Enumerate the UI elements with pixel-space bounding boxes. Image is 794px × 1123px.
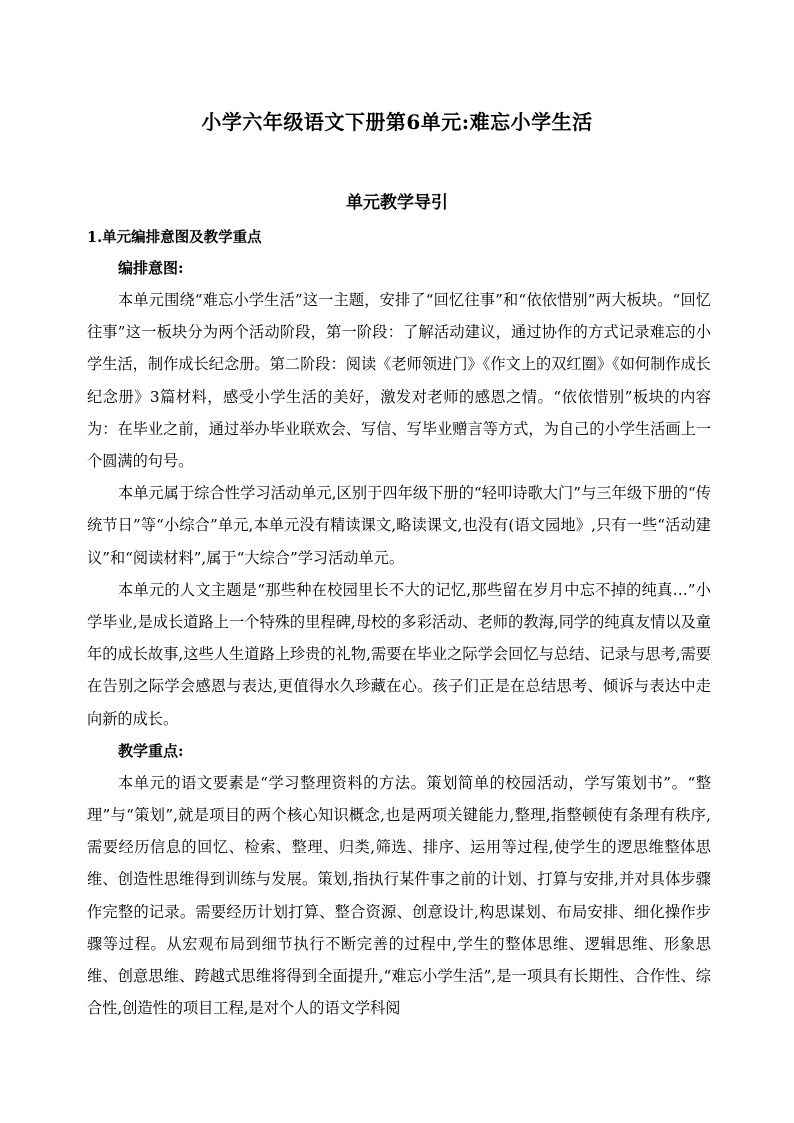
- paragraph-intent-2: 本单元属于综合性学习活动单元,区别于四年级下册的“轻叩诗歌大门”与三年级下册的“传统节日”等“小综合”单元,本单元没有精读课文,略读课文,也没有(语文园地》,只有一些“活动建议”和“阅读材料”,属于“大综合”学习活动单元。: [87, 484, 711, 567]
- subheading-intent: 编排意图:: [118, 259, 184, 277]
- paragraph-intent-1: 本单元围绕“难忘小学生活”这一主题，安排了“回忆往事”和“依依惜别”两大板块。“回忆往事”这一板块分为两个活动阶段，第一阶段：了解活动建议，通过协作的方式记录难忘的小学生活，制作成长纪念册。第二阶段：阅读《老师领进门》《作文上的双红圈》《如何制作成长纪念册》3篇材料，感受小学生活的美好，激发对老师的感恩之情。“依依惜别”板块的内容为：在毕业之前，通过举办毕业联欢会、写信、写毕业赠言等方式，为自己的小学生活画上一个圆满的句号。: [87, 291, 711, 471]
- document-body: [87, 226, 711, 1024]
- document-title: 小学六年级语文下册第6单元:难忘小学生活: [201, 110, 593, 134]
- heading-unit-intent: 1.单元编排意图及教学重点: [87, 229, 262, 246]
- paragraph-intent-3: 本单元的人文主题是“那些种在校园里长不大的记忆,那些留在岁月中忘不掉的纯真…”小学毕业,是成长道路上一个特殊的里程碑,母校的多彩活动、老师的教海,同学的纯真友情以及童年的成长故事,这些人生道路上珍贵的礼物,需要在毕业之际学会回忆与总结、记录与思考,需要在告别之际学会感恩与表达,更值得水久珍藏在心。孩子们正是在总结思考、倾诉与表达中走向新的成长。: [87, 580, 711, 728]
- paragraph-focus-1: 本单元的语文要素是“学习整理资料的方法。策划简单的校园活动，学写策划书”。“整理”与“策划”,就是项目的两个核心知识概念,也是两项关键能力,整理,指整顿使有条理有秩序,需要经历信息的回忆、检索、整理、归类,筛选、排序、运用等过程,使学生的逻思维整体思维、创造性思维得到训练与发展。策划,指执行某件事之前的计划、打算与安排,并对具体步骤作完整的记录。需要经历计划打算、整合资源、创意设计,构思谋划、布局安排、细化操作步骤等过程。从宏观布局到细节执行不断完善的过程中,学生的整体思维、逻辑思维、形象思维、创意思维、跨越式思维将得到全面提升,“难忘小学生活”,是一项具有长期性、合作性、综合性,创造性的项目工程,是对个人的语文学科阅: [87, 773, 711, 1018]
- subheading-focus: 教学重点:: [118, 741, 184, 760]
- section-title: 单元教学导引: [346, 193, 448, 213]
